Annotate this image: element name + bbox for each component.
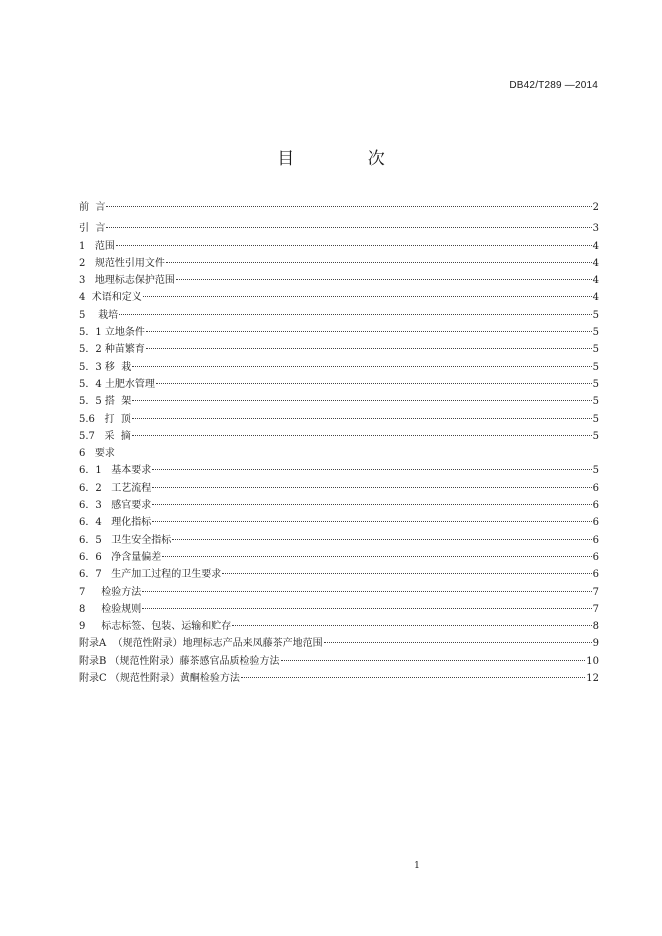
- toc-entry-page: 12: [586, 673, 599, 685]
- toc-entry-page: 2: [592, 202, 599, 213]
- toc-entry-label: 7 检验方法: [79, 586, 142, 598]
- toc-entry-page: 5: [592, 344, 599, 356]
- toc-entry[interactable]: [79, 670, 599, 687]
- toc-entry-page: 3: [592, 223, 599, 235]
- toc-entry[interactable]: [79, 359, 599, 376]
- table-of-contents: [79, 199, 599, 687]
- toc-entry[interactable]: [79, 514, 599, 531]
- toc-entry-page: 4: [592, 257, 599, 269]
- toc-entry-page: 7: [592, 586, 599, 598]
- toc-entry[interactable]: [79, 307, 599, 324]
- toc-dot-leader: [132, 400, 591, 401]
- toc-entry[interactable]: [79, 635, 599, 652]
- toc-entry[interactable]: [79, 618, 599, 635]
- toc-entry[interactable]: [79, 324, 599, 341]
- toc-dot-leader: [232, 625, 591, 626]
- toc-entry-label: 5.6 打 顶: [79, 413, 131, 425]
- toc-entry-label: 引 言: [79, 223, 106, 235]
- toc-dot-leader: [222, 573, 591, 574]
- toc-entry-page: 8: [592, 621, 599, 633]
- toc-dot-leader: [106, 206, 591, 207]
- toc-entry-page: 6: [592, 569, 599, 581]
- toc-entry-label: 5．2 种苗繁育: [79, 344, 145, 356]
- toc-entry-page: 5: [592, 309, 599, 321]
- toc-dot-leader: [281, 660, 586, 661]
- toc-dot-leader: [241, 677, 585, 678]
- toc-entry[interactable]: [79, 255, 599, 272]
- toc-entry[interactable]: [79, 199, 599, 216]
- toc-dot-leader: [119, 314, 592, 315]
- toc-entry-label: 5．5 搭 架: [79, 396, 132, 408]
- toc-dot-leader: [176, 279, 592, 280]
- toc-dot-leader: [142, 591, 591, 592]
- toc-entry[interactable]: [79, 480, 599, 497]
- toc-dot-leader: [152, 504, 591, 505]
- toc-entry-page: 6: [592, 500, 599, 512]
- toc-entry[interactable]: [79, 584, 599, 601]
- toc-entry-label: 6．5 卫生安全指标: [79, 534, 172, 546]
- toc-entry[interactable]: [79, 393, 599, 410]
- toc-entry[interactable]: [79, 532, 599, 549]
- toc-entry-label: 6．3 感官要求: [79, 500, 152, 512]
- toc-entry-page: 4: [592, 275, 599, 287]
- toc-dot-leader: [162, 556, 591, 557]
- toc-entry-label: 9 标志标签、包装、运输和贮存: [79, 621, 232, 633]
- toc-entry-label: 5 栽培: [79, 309, 119, 321]
- toc-dot-leader: [152, 469, 591, 470]
- toc-entry-label: 6．6 净含量偏差: [79, 551, 162, 563]
- toc-dot-leader: [156, 383, 592, 384]
- toc-entry-label: 6．2 工艺流程: [79, 482, 152, 494]
- toc-dot-leader: [152, 521, 591, 522]
- toc-entry[interactable]: [79, 341, 599, 358]
- toc-entry[interactable]: [79, 428, 599, 445]
- toc-entry-page: 6: [592, 517, 599, 529]
- toc-entry-page: 4: [592, 292, 599, 304]
- toc-entry[interactable]: [79, 272, 599, 289]
- toc-dot-leader: [324, 642, 592, 643]
- toc-entry[interactable]: [79, 289, 599, 306]
- toc-entry-page: 5: [592, 361, 599, 373]
- toc-entry[interactable]: [79, 497, 599, 514]
- toc-entry[interactable]: [79, 462, 599, 479]
- toc-entry-page: 9: [592, 638, 599, 650]
- toc-entry[interactable]: [79, 238, 599, 255]
- toc-dot-leader: [152, 487, 591, 488]
- toc-entry-label: 5．4 土肥水管理: [79, 378, 155, 390]
- toc-entry-label: 4 术语和定义: [79, 292, 142, 304]
- toc-entry-label: 5.7 采 摘: [79, 430, 131, 442]
- toc-entry[interactable]: [79, 220, 599, 237]
- toc-dot-leader: [142, 608, 591, 609]
- toc-entry-page: 6: [592, 534, 599, 546]
- toc-dot-leader: [132, 366, 591, 367]
- toc-entry-page: 5: [592, 465, 599, 477]
- toc-entry-page: 10: [586, 655, 599, 667]
- page-number: 1: [414, 861, 420, 871]
- toc-entry[interactable]: [79, 376, 599, 393]
- toc-entry-label: 附录C （规范性附录）黄酮检验方法: [79, 673, 240, 685]
- toc-dot-leader: [132, 418, 592, 419]
- toc-dot-leader: [172, 539, 591, 540]
- toc-entry-page: 6: [592, 482, 599, 494]
- toc-dot-leader: [143, 296, 592, 297]
- toc-entry-label: 3 地理标志保护范围: [79, 275, 175, 287]
- toc-entry-label: 附录B （规范性附录）藤茶感官品质检验方法: [79, 655, 280, 667]
- toc-entry[interactable]: [79, 411, 599, 428]
- toc-entry-page: 7: [592, 603, 599, 615]
- toc-entry-page: 5: [592, 413, 599, 425]
- toc-entry-page: 5: [592, 378, 599, 390]
- toc-entry-page: 5: [592, 396, 599, 408]
- toc-entry-label: 2 规范性引用文件: [79, 257, 165, 269]
- toc-entry[interactable]: [79, 601, 599, 618]
- toc-entry[interactable]: [79, 566, 599, 583]
- toc-entry-label: 6．1 基本要求: [79, 465, 152, 477]
- toc-entry-page: 5: [592, 327, 599, 339]
- toc-dot-leader: [146, 331, 592, 332]
- toc-dot-leader: [146, 348, 592, 349]
- toc-entry[interactable]: [79, 445, 599, 462]
- page-title: 目 次: [277, 149, 419, 169]
- toc-entry-label: 6．7 生产加工过程的卫生要求: [79, 569, 222, 581]
- toc-entry-page: 5: [592, 430, 599, 442]
- toc-entry-label: 5．1 立地条件: [79, 327, 145, 339]
- document-code: DB42/T289 —2014: [509, 80, 598, 91]
- toc-dot-leader: [132, 435, 592, 436]
- toc-entry[interactable]: [79, 549, 599, 566]
- toc-entry-page: 4: [592, 240, 599, 252]
- toc-entry-label: 6 要求: [79, 448, 115, 460]
- toc-dot-leader: [166, 262, 592, 263]
- toc-entry-label: 8 检验规则: [79, 603, 142, 615]
- toc-dot-leader: [106, 227, 591, 228]
- toc-entry-page: 6: [592, 551, 599, 563]
- toc-dot-leader: [116, 245, 592, 246]
- toc-entry[interactable]: [79, 653, 599, 670]
- toc-entry-label: 5．3 移 栽: [79, 361, 132, 373]
- toc-entry-label: 前 言: [79, 202, 106, 213]
- toc-entry-label: 6．4 理化指标: [79, 517, 152, 529]
- toc-entry-label: 1 范围: [79, 240, 115, 252]
- toc-entry-label: 附录A （规范性附录）地理标志产品来凤藤茶产地范围: [79, 638, 323, 650]
